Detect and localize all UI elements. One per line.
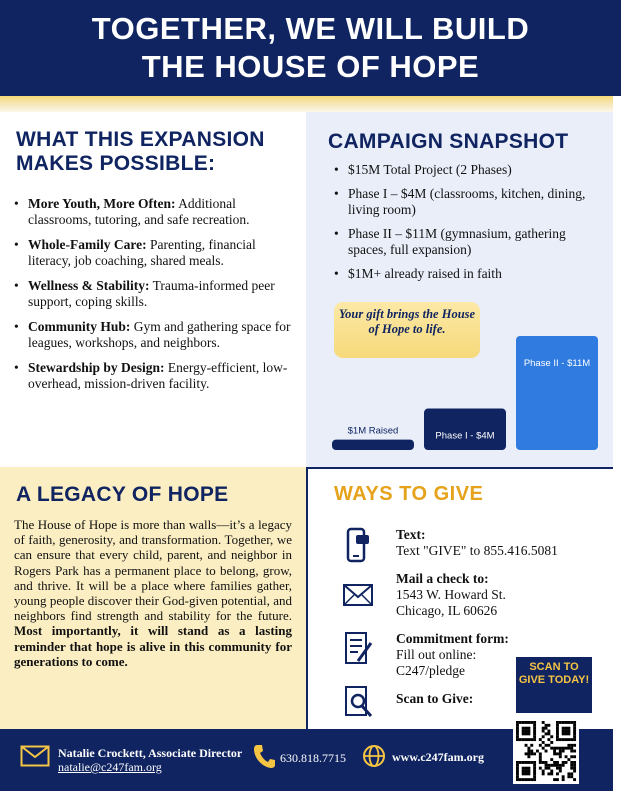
magnify-document-icon [344, 685, 374, 719]
chart-bar-label: $1M Raised [347, 425, 399, 437]
item-lead: Wellness & Stability: [28, 278, 150, 293]
item-lead: Whole-Family Care: [28, 237, 147, 252]
ways-title: WAYS TO GIVE [334, 483, 484, 505]
list-item: • Phase II – $11M (gymnasium, gathering spaces, full expansion) [334, 226, 602, 258]
way-label: Scan to Give: [396, 691, 474, 706]
legacy-emphasis: Most importantly, it will stand as a lasting reminder that hope is alive in this community for generations to come. [14, 623, 292, 669]
gold-divider [0, 96, 621, 112]
legacy-section [0, 467, 306, 729]
item-text: Energy-efficient, low-overhead, mission-driven facility. [28, 360, 288, 391]
way-label: Commitment form: [396, 631, 509, 646]
contact-email-link[interactable]: natalie@c247fam.org [58, 760, 162, 774]
legacy-title: A LEGACY OF HOPE [16, 483, 229, 506]
list-item [14, 196, 294, 228]
contact-name: Natalie Crockett, Associate Director [58, 746, 243, 760]
item-lead: Community Hub: [28, 319, 131, 334]
globe-icon [362, 744, 386, 768]
expansion-list [14, 196, 294, 401]
form-icon [344, 631, 374, 667]
scan-badge: SCAN TO GIVE TODAY! [516, 657, 592, 713]
way-label: Text: [396, 527, 426, 542]
ways-to-give-section [306, 467, 613, 729]
legacy-text: The House of Hope is more than walls—it’s a legacy of faith, generosity, and transformation. Together, we can ensure that every child, parent, and neighbor in Rogers Park has a permanent place to belong, grow, and thrive. It will be a place where families gather, young people discover their God-given potential, and neighbors find strength and stability for the future. [14, 517, 292, 624]
item-lead: Stewardship by Design: [28, 360, 165, 375]
list-item [14, 319, 294, 351]
snapshot-list [334, 162, 602, 290]
header-title-line-2: THE HOUSE OF HOPE [141, 49, 480, 84]
expansion-section [0, 112, 306, 467]
item-lead: More Youth, More Often: [28, 196, 176, 211]
list-item: • Phase I – $4M (classrooms, kitchen, dining, living room) [334, 186, 602, 218]
page-margin [613, 96, 621, 791]
phone-number: 630.818.7715 [280, 751, 346, 765]
header-title-line-1: TOGETHER, WE WILL BUILD [91, 11, 530, 46]
envelope-icon [20, 745, 50, 767]
chart-bar-label: Phase II - $11M [523, 358, 591, 369]
chart-bar [424, 409, 506, 450]
page-header [0, 0, 621, 96]
item-text: Additional classrooms, tutoring, and safe recreation. [28, 196, 250, 227]
pledge-link[interactable]: C247/pledge [396, 663, 465, 678]
chart-bar-label: Phase I - $4M [435, 430, 495, 442]
list-item [14, 237, 294, 269]
list-item [14, 360, 294, 392]
qr-code[interactable] [513, 718, 579, 784]
way-detail: Text "GIVE" to 855.416.5081 [396, 543, 558, 558]
item-text: Parenting, financial literacy, job coaching, shared meals. [28, 237, 256, 268]
give-by-scan [396, 691, 473, 707]
list-item: • $15M Total Project (2 Phases) [334, 162, 602, 178]
chart-bar [516, 336, 598, 450]
expansion-title: WHAT THIS EXPANSION MAKES POSSIBLE: [16, 128, 265, 175]
list-item [14, 278, 294, 310]
way-detail: Fill out online: [396, 647, 477, 662]
way-label: Mail a check to: [396, 571, 489, 586]
item-text: Gym and gathering space for leagues, workshops, and neighbors. [28, 319, 291, 350]
give-by-text [396, 527, 558, 559]
chart-bar [332, 440, 414, 450]
website-link[interactable]: www.c247fam.org [392, 750, 484, 764]
snapshot-title: CAMPAIGN SNAPSHOT [328, 130, 569, 153]
gift-callout: Your gift brings the House of Hope to life. [334, 302, 480, 358]
give-by-mail [396, 571, 506, 619]
item-text: Trauma-informed peer support, coping skills. [28, 278, 275, 309]
way-detail-2: Chicago, IL 60626 [396, 603, 498, 618]
contact-block [58, 746, 242, 774]
snapshot-section [306, 112, 613, 467]
phone-icon [252, 743, 276, 769]
give-by-form [396, 631, 509, 679]
list-item: • $1M+ already raised in faith [334, 266, 602, 282]
phone-icon [344, 527, 370, 563]
legacy-body [14, 517, 292, 669]
way-detail: 1543 W. Howard St. [396, 587, 506, 602]
envelope-icon [342, 583, 374, 607]
